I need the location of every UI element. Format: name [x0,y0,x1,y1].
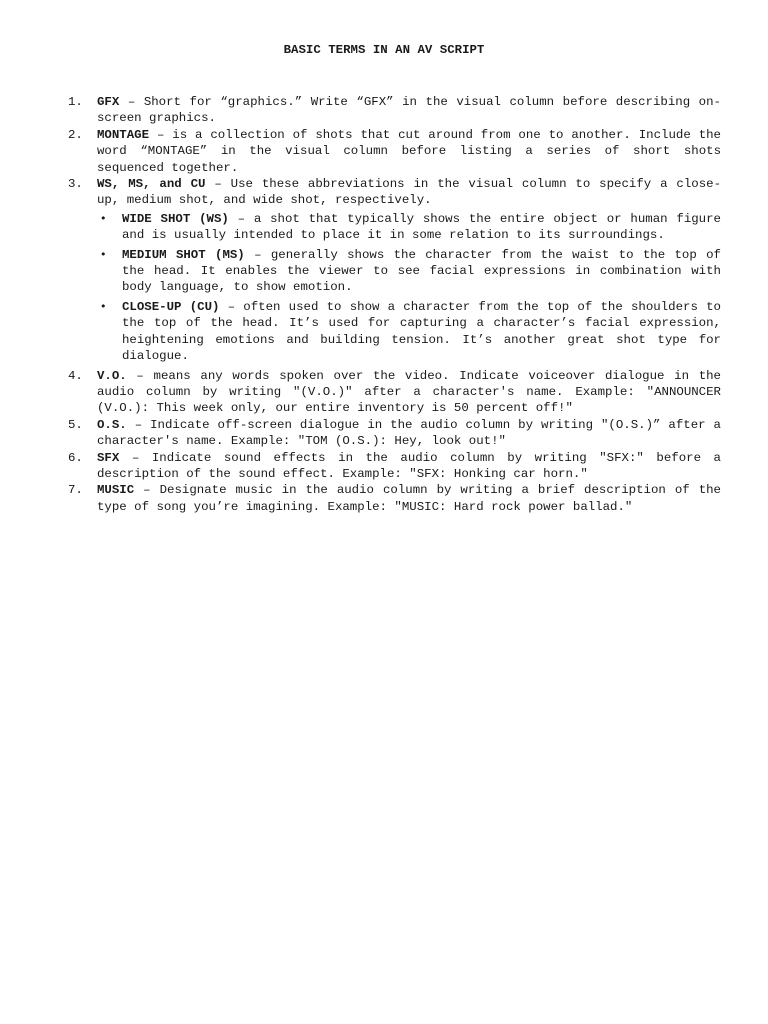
sub-term-name: WIDE SHOT (WS) [122,211,229,226]
term-item-os [68,417,721,450]
sub-item-close-up [100,299,721,365]
term-item-music [68,482,721,515]
term-name: V.O. [97,368,127,383]
term-description: – Use these abbreviations in the visual column to specify a close-up, medium shot, and wide shot, respectively. [97,177,722,208]
sub-term-description: – a shot that typically shows the entire object or human figure and is usually intended to place it in some relation to its surroundings. [122,211,721,243]
term-name: MUSIC [97,483,135,498]
item-number: 2. [68,127,83,142]
document-title: BASIC TERMS IN AN AV SCRIPT [283,43,485,57]
shot-types-list [97,211,721,365]
term-name: WS, MS, and CU [97,177,206,192]
sub-item-wide-shot [100,211,721,244]
term-item-montage [68,127,721,176]
terms-list [68,94,722,515]
term-name: MONTAGE [97,127,150,142]
item-number: 6. [68,450,83,465]
term-description: – Designate music in the audio column by writing a brief description of the type of song you’re imagining. Example: "MUSIC: Hard rock power ballad." [97,483,721,514]
item-number: 1. [68,95,83,109]
sub-term-name: CLOSE-UP (CU) [122,299,220,314]
term-name: O.S. [97,417,127,432]
item-number: 4. [68,368,83,383]
term-item-ws-ms-cu [68,176,722,364]
term-description: – Short for “graphics.” Write “GFX” in the visual column before describing on-screen graphics. [97,95,721,126]
term-name: GFX [97,95,120,109]
term-item-gfx [68,94,721,127]
term-item-vo [68,368,721,417]
term-description: – means any words spoken over the video. Indicate voiceover dialogue in the audio column by writing "(V.O.)" after a character's name. Example: "ANNOUNCER (V.O.): This week only, our entire inventory is 50 percent off!" [97,368,721,416]
sub-term-description: – generally shows the character from the waist to the top of the head. It enables the viewer to see facial expressions in combination with body language, to show emotion. [122,247,721,295]
term-description: – is a collection of shots that cut around from one to another. Include the word “MONTAGE” in the visual column before listing a series of short shots sequenced together. [97,127,721,175]
sub-term-description: – often used to show a character from the top of the shoulders to the top of the head. It’s used for capturing a character’s facial expression, heightening emotions and building tension. It’s another great shot type for dialogue. [122,299,721,364]
term-item-sfx [68,450,721,483]
bullet-icon: • [100,247,107,261]
bullet-icon: • [100,299,107,313]
bullet-icon: • [100,211,107,225]
item-number: 5. [68,417,83,432]
item-number: 7. [68,483,83,498]
sub-term-name: MEDIUM SHOT (MS) [122,247,245,262]
term-description: – Indicate sound effects in the audio column by writing "SFX:" before a description of the sound effect. Example: "SFX: Honking car horn." [97,450,721,481]
sub-item-medium-shot [100,247,721,296]
term-description: – Indicate off-screen dialogue in the audio column by writing "(O.S.)” after a character's name. Example: "TOM (O.S.): Hey, look out!" [97,417,721,449]
term-name: SFX [97,450,120,465]
item-number: 3. [68,177,83,192]
